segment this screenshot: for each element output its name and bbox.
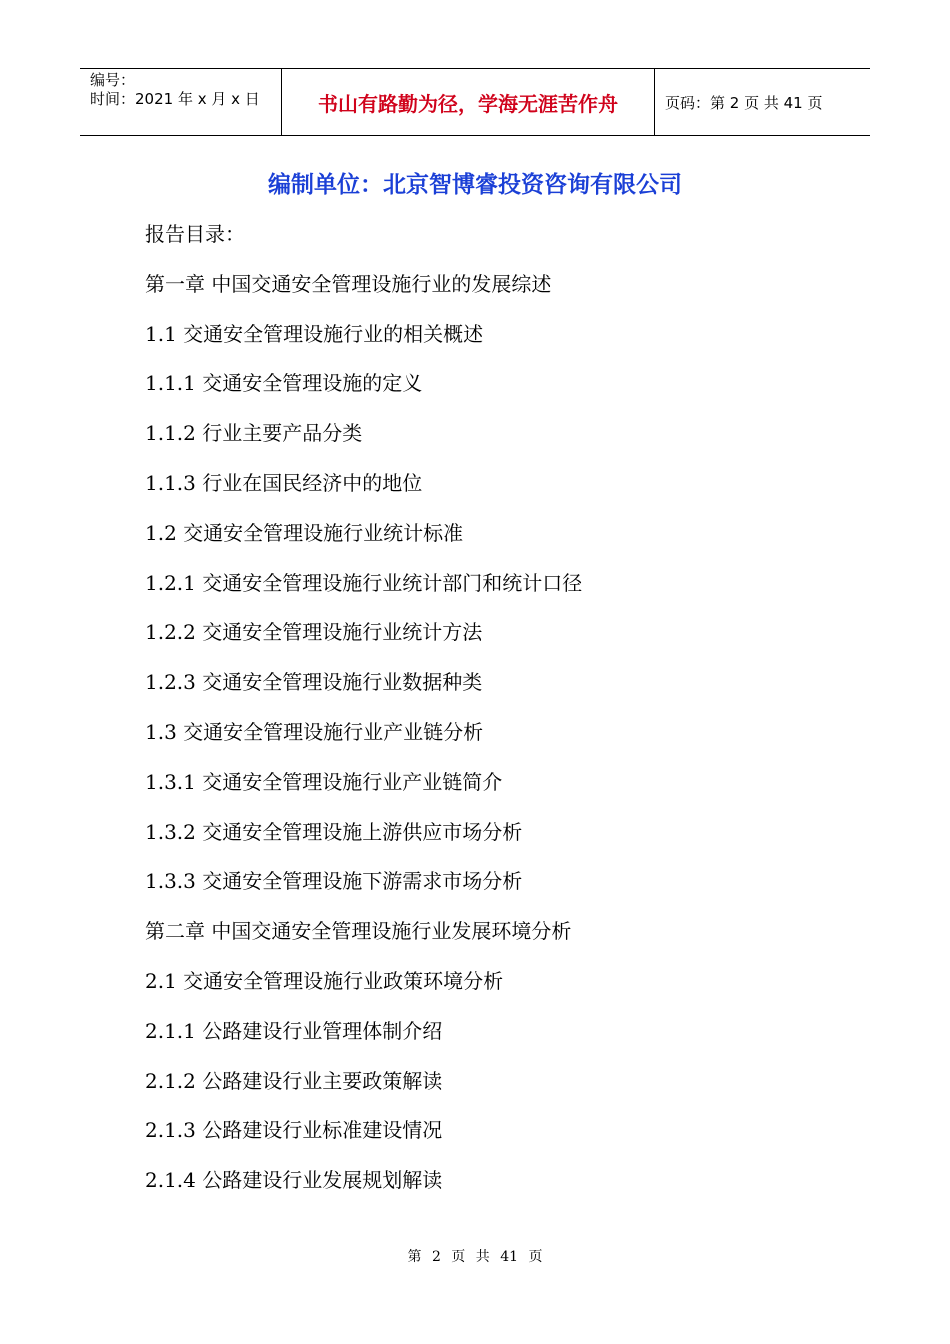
toc-chapter: 第一章 中国交通安全管理设施行业的发展综述 (145, 271, 552, 296)
header-meta-cell (80, 69, 282, 135)
page-header (80, 68, 870, 136)
toc-subsection: 1.3.3 交通安全管理设施下游需求市场分析 (145, 869, 523, 894)
toc-subsection: 2.1.1 公路建设行业管理体制介绍 (145, 1018, 443, 1043)
toc-section: 1.2 交通安全管理设施行业统计标准 (145, 520, 464, 545)
toc-section: 1.3 交通安全管理设施行业产业链分析 (145, 719, 484, 744)
toc-section: 1.1 交通安全管理设施行业的相关概述 (145, 321, 484, 346)
toc-section: 2.1 交通安全管理设施行业政策环境分析 (145, 968, 504, 993)
toc-subsection: 1.2.3 交通安全管理设施行业数据种类 (145, 670, 483, 695)
toc-chapter: 第二章 中国交通安全管理设施行业发展环境分析 (145, 919, 572, 944)
table-of-contents (145, 220, 885, 1216)
company-title: 编制单位：北京智博睿投资咨询有限公司 (268, 172, 682, 198)
toc-subsection: 1.1.1 交通安全管理设施的定义 (145, 371, 423, 396)
header-motto-cell (282, 69, 655, 135)
header-page-cell (655, 69, 870, 135)
toc-subsection: 2.1.2 公路建设行业主要政策解读 (145, 1068, 443, 1093)
motto-text: 书山有路勤为径，学海无涯苦作舟 (318, 91, 618, 116)
toc-subsection: 1.1.3 行业在国民经济中的地位 (145, 470, 423, 495)
page-info: 页码：第 2 页 共 41 页 (665, 93, 823, 112)
toc-subsection: 1.3.2 交通安全管理设施上游供应市场分析 (145, 819, 523, 844)
toc-subsection: 1.2.1 交通安全管理设施行业统计部门和统计口径 (145, 570, 583, 595)
toc-subsection: 1.3.1 交通安全管理设施行业产业链简介 (145, 769, 503, 794)
toc-subsection: 2.1.4 公路建设行业发展规划解读 (145, 1168, 443, 1193)
toc-subsection: 1.2.2 交通安全管理设施行业统计方法 (145, 620, 483, 645)
document-date: 时间：2021 年 x 月 x 日 (90, 90, 260, 108)
toc-subsection: 2.1.3 公路建设行业标准建设情况 (145, 1118, 443, 1143)
toc-subsection: 1.1.2 行业主要产品分类 (145, 421, 363, 446)
document-number-label: 编号： (90, 71, 136, 89)
toc-heading: 报告目录： (145, 222, 245, 246)
page-footer: 第 2 页 共 41 页 (407, 1249, 543, 1265)
